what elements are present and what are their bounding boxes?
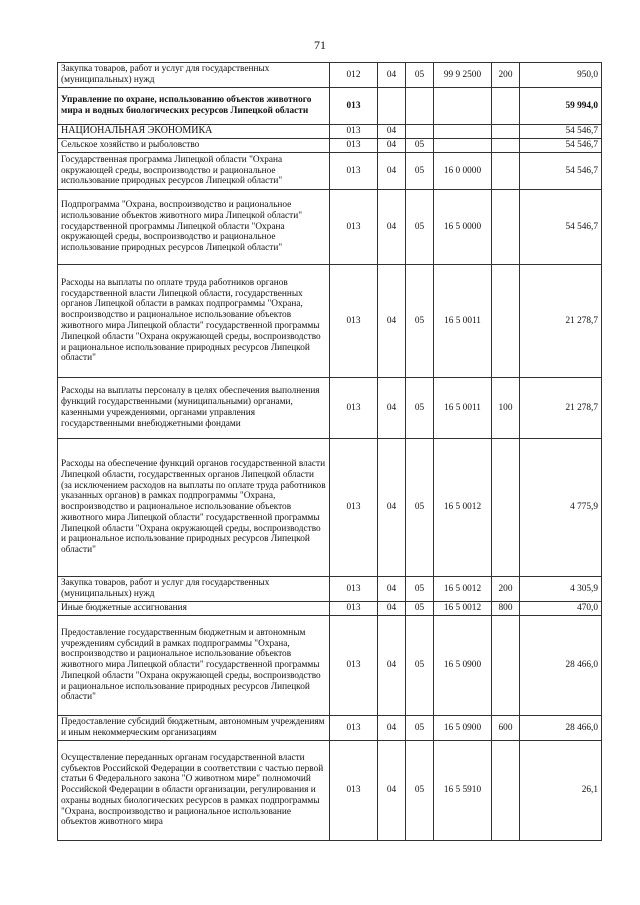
subsection-code-cell	[406, 125, 434, 139]
target-article-cell: 99 9 2500	[434, 63, 492, 88]
row-name-cell: Закупка товаров, работ и услуг для государственных (муниципальных) нужд	[58, 577, 330, 602]
expense-type-cell	[492, 139, 520, 153]
target-article-cell: 16 5 0012	[434, 602, 492, 616]
amount-cell: 4 775,9	[520, 439, 602, 577]
table-row	[58, 190, 602, 265]
amount-cell: 950,0	[520, 63, 602, 88]
target-article-cell	[434, 125, 492, 139]
amount-cell: 21 278,7	[520, 378, 602, 439]
amount-cell: 28 466,0	[520, 616, 602, 716]
target-article-cell: 16 5 0012	[434, 439, 492, 577]
admin-code-cell: 013	[330, 139, 378, 153]
expense-type-cell	[492, 439, 520, 577]
table-row	[58, 125, 602, 139]
section-code-cell: 04	[378, 602, 406, 616]
row-name-cell: Расходы на обеспечение функций органов государственной власти Липецкой области, государственных органов Липецкой области (за исключением расходов на выплаты по оплате труда работников указанных органов) в рамках подпрограммы "Охрана, воспроизводство и рациональное использование объектов животного мира Липецкой области" государственной программы Липецкой области "Охрана окружающей среды, воспроизводство и рациональное использование природных ресурсов Липецкой области"	[58, 439, 330, 577]
subsection-code-cell: 05	[406, 577, 434, 602]
expense-type-cell	[492, 190, 520, 265]
admin-code-cell: 013	[330, 741, 378, 841]
row-name-cell: Иные бюджетные ассигнования	[58, 602, 330, 616]
section-code-cell: 04	[378, 63, 406, 88]
subsection-code-cell: 05	[406, 139, 434, 153]
amount-cell: 26,1	[520, 741, 602, 841]
table-row	[58, 378, 602, 439]
table-row	[58, 265, 602, 378]
admin-code-cell: 013	[330, 190, 378, 265]
row-name-cell: НАЦИОНАЛЬНАЯ ЭКОНОМИКА	[58, 125, 330, 139]
expense-type-cell: 600	[492, 716, 520, 741]
budget-table	[57, 62, 602, 841]
target-article-cell: 16 0 0000	[434, 153, 492, 190]
admin-code-cell: 013	[330, 577, 378, 602]
target-article-cell: 16 5 0000	[434, 190, 492, 265]
expense-type-cell: 800	[492, 602, 520, 616]
row-name-cell: Подпрограмма "Охрана, воспроизводство и рациональное использование объектов животного мира Липецкой области" государственной программы Липецкой области "Охрана окружающей среды, воспроизводство и рациональное использование природных ресурсов Липецкой области"	[58, 190, 330, 265]
target-article-cell: 16 5 0011	[434, 378, 492, 439]
subsection-code-cell: 05	[406, 265, 434, 378]
subsection-code-cell: 05	[406, 602, 434, 616]
expense-type-cell	[492, 616, 520, 716]
amount-cell: 54 546,7	[520, 125, 602, 139]
section-code-cell: 04	[378, 265, 406, 378]
subsection-code-cell: 05	[406, 741, 434, 841]
subsection-code-cell: 05	[406, 378, 434, 439]
target-article-cell: 16 5 0900	[434, 616, 492, 716]
table-row	[58, 63, 602, 88]
expense-type-cell: 200	[492, 577, 520, 602]
table-row	[58, 88, 602, 125]
row-name-cell: Предоставление государственным бюджетным и автономным учреждениям субсидий в рамках подпрограммы "Охрана, воспроизводство и рациональное использование объектов животного мира Липецкой области" государственной программы Липецкой области "Охрана окружающей среды, воспроизводство и рациональное использование природных ресурсов Липецкой области"	[58, 616, 330, 716]
row-name-cell: Сельское хозяйство и рыболовство	[58, 139, 330, 153]
expense-type-cell	[492, 88, 520, 125]
admin-code-cell: 013	[330, 88, 378, 125]
expense-type-cell	[492, 125, 520, 139]
table-row	[58, 439, 602, 577]
table-row	[58, 741, 602, 841]
amount-cell: 28 466,0	[520, 716, 602, 741]
section-code-cell	[378, 88, 406, 125]
admin-code-cell: 013	[330, 439, 378, 577]
admin-code-cell: 013	[330, 153, 378, 190]
target-article-cell: 16 5 5910	[434, 741, 492, 841]
table-row	[58, 153, 602, 190]
section-code-cell: 04	[378, 616, 406, 716]
expense-type-cell: 200	[492, 63, 520, 88]
section-code-cell: 04	[378, 153, 406, 190]
admin-code-cell: 013	[330, 616, 378, 716]
subsection-code-cell: 05	[406, 616, 434, 716]
row-name-cell: Расходы на выплаты персоналу в целях обеспечения выполнения функций государственными (муниципальными) органами, казенными учреждениями, органами управления государственными внебюджетными фондами	[58, 378, 330, 439]
admin-code-cell: 013	[330, 378, 378, 439]
subsection-code-cell: 05	[406, 63, 434, 88]
section-code-cell: 04	[378, 139, 406, 153]
table-row	[58, 577, 602, 602]
target-article-cell: 16 5 0011	[434, 265, 492, 378]
section-code-cell: 04	[378, 125, 406, 139]
amount-cell: 21 278,7	[520, 265, 602, 378]
target-article-cell	[434, 88, 492, 125]
section-code-cell: 04	[378, 439, 406, 577]
admin-code-cell: 013	[330, 602, 378, 616]
amount-cell: 54 546,7	[520, 139, 602, 153]
section-code-cell: 04	[378, 378, 406, 439]
expense-type-cell	[492, 265, 520, 378]
admin-code-cell: 012	[330, 63, 378, 88]
admin-code-cell: 013	[330, 716, 378, 741]
table-row	[58, 716, 602, 741]
target-article-cell: 16 5 0900	[434, 716, 492, 741]
row-name-cell: Управление по охране, использованию объектов животного мира и водных биологических ресурсов Липецкой области	[58, 88, 330, 125]
subsection-code-cell: 05	[406, 716, 434, 741]
expense-type-cell	[492, 153, 520, 190]
amount-cell: 54 546,7	[520, 153, 602, 190]
section-code-cell: 04	[378, 190, 406, 265]
table-row	[58, 602, 602, 616]
target-article-cell: 16 5 0012	[434, 577, 492, 602]
row-name-cell: Государственная программа Липецкой области "Охрана окружающей среды, воспроизводство и рациональное использование природных ресурсов Липецкой области"	[58, 153, 330, 190]
section-code-cell: 04	[378, 741, 406, 841]
target-article-cell	[434, 139, 492, 153]
section-code-cell: 04	[378, 716, 406, 741]
expense-type-cell	[492, 741, 520, 841]
admin-code-cell: 013	[330, 125, 378, 139]
row-name-cell: Предоставление субсидий бюджетным, автономным учреждениям и иным некоммерческим организациям	[58, 716, 330, 741]
page-number: 71	[314, 38, 326, 52]
subsection-code-cell: 05	[406, 153, 434, 190]
row-name-cell: Расходы на выплаты по оплате труда работников органов государственной власти Липецкой области, государственных органов Липецкой области в рамках подпрограммы "Охрана, воспроизводство и рациональное использование объектов животного мира Липецкой области" государственной программы Липецкой области "Охрана окружающей среды, воспроизводство и рациональное использование природных ресурсов Липецкой области"	[58, 265, 330, 378]
expense-type-cell: 100	[492, 378, 520, 439]
subsection-code-cell: 05	[406, 439, 434, 577]
row-name-cell: Осуществление переданных органам государственной власти субъектов Российской Федерации в соответствии с частью первой статьи 6 Федерального закона "О животном мире" полномочий Российской Федерации в области организации, регулирования и охраны водных биологических ресурсов в рамках подпрограммы "Охрана, воспроизводство и рациональное использование объектов животного мира	[58, 741, 330, 841]
table-row	[58, 139, 602, 153]
amount-cell: 4 305,9	[520, 577, 602, 602]
admin-code-cell: 013	[330, 265, 378, 378]
subsection-code-cell	[406, 88, 434, 125]
subsection-code-cell: 05	[406, 190, 434, 265]
amount-cell: 470,0	[520, 602, 602, 616]
amount-cell: 59 994,0	[520, 88, 602, 125]
row-name-cell: Закупка товаров, работ и услуг для государственных (муниципальных) нужд	[58, 63, 330, 88]
section-code-cell: 04	[378, 577, 406, 602]
table-row	[58, 616, 602, 716]
amount-cell: 54 546,7	[520, 190, 602, 265]
